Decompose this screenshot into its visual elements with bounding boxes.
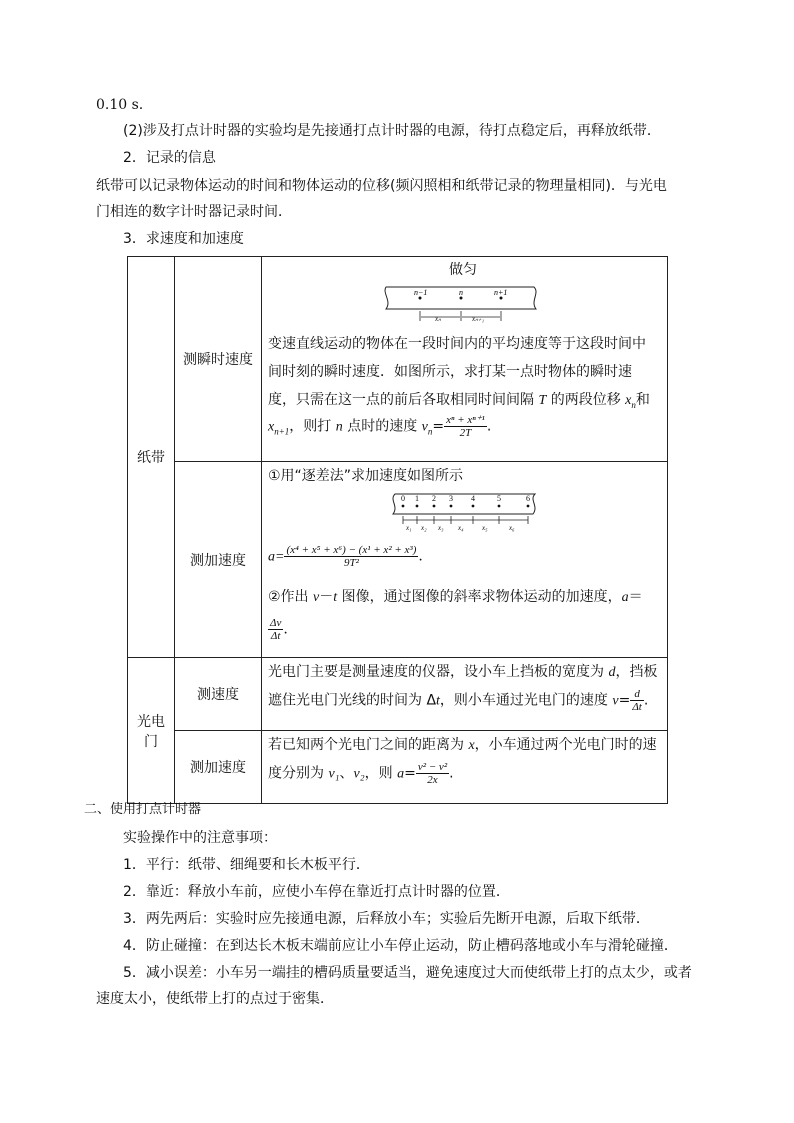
text-fragment: ，则小车通过光电门的速度 bbox=[439, 692, 613, 709]
paragraph-precautions-intro: 实验操作中的注意事项： bbox=[123, 830, 277, 846]
fraction-denominator: 2x bbox=[427, 774, 438, 786]
text-line bbox=[268, 389, 650, 410]
tape-dot bbox=[402, 505, 405, 508]
symbol-v2: v₂ bbox=[353, 766, 365, 782]
segment-label: x₁ bbox=[406, 524, 412, 532]
symbol-v: v bbox=[313, 590, 320, 605]
text-line bbox=[268, 734, 657, 754]
category-label: 门 bbox=[144, 733, 158, 750]
cell-acceleration-tape bbox=[262, 462, 668, 658]
tape-diagram-instant bbox=[384, 285, 544, 327]
segment-label: x₆ bbox=[509, 524, 515, 532]
sub-acceleration-photogate bbox=[175, 731, 262, 804]
symbol-x: x bbox=[268, 419, 275, 435]
methods-table bbox=[127, 256, 668, 804]
cell-acceleration-photogate bbox=[262, 731, 668, 804]
category-photogate bbox=[128, 658, 175, 804]
period: . bbox=[418, 548, 423, 565]
text-fragment: － bbox=[319, 589, 334, 605]
fraction-numerator: Δv bbox=[270, 617, 282, 629]
text-fragment: 遮住光电门光线的时间为 Δ bbox=[268, 692, 437, 709]
text-line bbox=[268, 586, 643, 606]
segment-label: xₙ bbox=[435, 315, 441, 323]
fraction-numerator: (x⁴ + x⁵ + x⁶) − (x¹ + x² + x³) bbox=[286, 544, 417, 556]
text-line bbox=[268, 761, 454, 786]
tape-label: n−1 bbox=[414, 288, 428, 297]
sub-velocity-photogate bbox=[175, 658, 262, 731]
segment-label: x₂ bbox=[421, 524, 427, 532]
subscript: n bbox=[427, 426, 433, 437]
sub-label: 测加速度 bbox=[190, 552, 246, 569]
text-line: ①用“逐差法”求加速度如图所示 bbox=[268, 468, 464, 484]
paragraph-recorded-info-1: 纸带可以记录物体运动的时间和物体运动的位移(频闪照相和纸带记录的物理量相同)．与光电 bbox=[96, 178, 667, 194]
text-fragment: 图像，通过图像的斜率求物体运动的加速度， bbox=[337, 589, 622, 605]
tape-point-label: 5 bbox=[497, 494, 501, 503]
separator: 、 bbox=[339, 765, 354, 782]
text-line bbox=[268, 661, 657, 681]
symbol-n: n bbox=[335, 419, 343, 435]
list-item-close: 2．靠近：释放小车前，应使小车停在靠近打点计时器的位置． bbox=[123, 884, 510, 900]
period: . bbox=[486, 418, 492, 435]
cell-velocity-photogate bbox=[262, 658, 668, 731]
fraction-denominator: Δt bbox=[270, 630, 281, 642]
symbol-t: t bbox=[436, 693, 440, 709]
tape-dot bbox=[472, 505, 475, 508]
symbol-v: v bbox=[612, 693, 619, 709]
equals-sign: = bbox=[618, 692, 631, 709]
list-item-collision: 4．防止碰撞：在到达长木板末端前应让小车停止运动，防止槽码落地或小车与滑轮碰撞． bbox=[123, 938, 678, 954]
period: . bbox=[643, 692, 649, 709]
list-item-reduce-error-2: 速度太小，使纸带上打的点过于密集． bbox=[96, 991, 334, 1007]
fraction-slope bbox=[268, 617, 283, 642]
equals-sign: = bbox=[432, 418, 445, 435]
fraction-photogate-velocity bbox=[630, 688, 644, 713]
text-fragment: 和 bbox=[635, 392, 650, 408]
fraction-acceleration bbox=[284, 544, 418, 569]
paragraph-recorded-info-2: 门相连的数字计时器记录时间． bbox=[96, 204, 292, 220]
symbol-a: a bbox=[397, 766, 405, 782]
sub-label: 测瞬时速度 bbox=[183, 352, 253, 368]
text-fragment: ，则打 bbox=[289, 418, 336, 435]
symbol-T: T bbox=[538, 393, 547, 408]
list-item-order: 3．两先两后：实验时应先接通电源，后释放小车；实验后先断开电源，后取下纸带． bbox=[123, 911, 650, 927]
page-fragment-line: 0.10 s. bbox=[96, 97, 144, 113]
tape-point-label: 3 bbox=[449, 494, 453, 503]
sub-label: 测加速度 bbox=[190, 760, 246, 776]
heading-recorded-info: 2．记录的信息 bbox=[123, 150, 216, 166]
cell-instant-velocity bbox=[262, 257, 668, 462]
fraction-numerator: d bbox=[630, 688, 644, 701]
category-label: 纸带 bbox=[137, 450, 165, 466]
equals-sign: = bbox=[404, 765, 416, 782]
text-fragment: ，则 bbox=[364, 765, 398, 782]
tape-point-label: 1 bbox=[415, 494, 419, 503]
segment-label: x₃ bbox=[438, 524, 444, 532]
tape-dot bbox=[527, 505, 530, 508]
text-line: 变速直线运动的物体在一段时间内的平均速度等于这段时间中 bbox=[268, 336, 646, 352]
text-fragment: 的两段位移 bbox=[546, 392, 626, 408]
tape-dot bbox=[416, 505, 419, 508]
text-fragment: 若已知两个光电门之间的距离为 bbox=[268, 737, 469, 753]
fraction-photogate-acceleration bbox=[416, 761, 449, 786]
heading-using-timer: 二、使用打点计时器 bbox=[84, 802, 202, 817]
formula-successive-difference bbox=[268, 544, 423, 569]
text-line bbox=[268, 414, 491, 439]
formula-slope bbox=[268, 617, 288, 642]
tape-point-label: 0 bbox=[401, 494, 405, 503]
text-fragment: ，挡板 bbox=[615, 664, 658, 680]
tape-point-label: 2 bbox=[432, 494, 436, 503]
cell-title: 做匀 bbox=[449, 262, 477, 278]
symbol-t: t bbox=[333, 590, 338, 605]
tape-diagram-successive-difference bbox=[389, 492, 544, 534]
tape-dot bbox=[433, 505, 436, 508]
tape-dot bbox=[450, 505, 453, 508]
text-fragment: 度分别为 bbox=[268, 765, 329, 782]
period: . bbox=[449, 765, 454, 782]
segment-label: x₅ bbox=[482, 524, 488, 532]
fraction-numerator: v² − v² bbox=[417, 761, 448, 773]
tape-point-label: 6 bbox=[526, 494, 530, 503]
sub-acceleration-tape bbox=[175, 462, 262, 658]
segment-label: xₙ₊₁ bbox=[472, 315, 485, 323]
fraction-denominator: 9T² bbox=[343, 557, 359, 569]
tape-dot bbox=[498, 505, 501, 508]
period: . bbox=[283, 621, 288, 638]
category-paper-tape bbox=[128, 257, 175, 658]
fraction-denominator: 2T bbox=[459, 427, 472, 439]
text-fragment: ，小车通过两个光电门时的速 bbox=[474, 737, 657, 753]
text-fragment: ②作出 bbox=[268, 589, 314, 605]
list-item-parallel: 1．平行：纸带、细绳要和长木板平行． bbox=[123, 857, 370, 873]
text-fragment: 点时的速度 bbox=[342, 418, 422, 435]
tape-label: n bbox=[459, 288, 463, 297]
symbol-x: x bbox=[625, 393, 632, 408]
symbol-v: v bbox=[421, 419, 428, 435]
text-fragment: 度，只需在这一点的前后各取相同时间间隔 bbox=[268, 392, 539, 408]
symbol-d: d bbox=[608, 665, 616, 680]
sub-instant-velocity bbox=[175, 257, 262, 462]
symbol-v1: v₁ bbox=[328, 766, 340, 782]
tape-point-label: 4 bbox=[471, 494, 475, 503]
subscript: n bbox=[631, 399, 636, 410]
text-line bbox=[268, 688, 648, 713]
tape-label: n+1 bbox=[494, 288, 508, 297]
subscript: n+1 bbox=[274, 426, 290, 437]
heading-velocity-acceleration: 3．求速度和加速度 bbox=[123, 231, 244, 247]
paragraph-note-2: (2)涉及打点计时器的实验均是先接通打点计时器的电源，待打点稳定后，再释放纸带． bbox=[123, 123, 661, 139]
symbol-x: x bbox=[468, 738, 475, 753]
category-label: 光电 bbox=[137, 713, 165, 730]
fraction-velocity bbox=[444, 414, 487, 439]
list-item-reduce-error-1: 5．减小误差：小车另一端挂的槽码质量要适当，避免速度过大而使纸带上打的点太少，或者 bbox=[123, 965, 692, 981]
segment-label: x₄ bbox=[458, 524, 464, 532]
equals-sign: ＝ bbox=[628, 589, 643, 605]
symbol-a: a bbox=[621, 590, 629, 605]
text-line: 间时刻的瞬时速度．如图所示，求打某一点时物体的瞬时速 bbox=[268, 364, 632, 380]
fraction-numerator: xⁿ + xⁿ⁺¹ bbox=[446, 414, 485, 426]
text-fragment: 光电门主要是测量速度的仪器，设小车上挡板的宽度为 bbox=[268, 664, 609, 680]
sub-label: 测速度 bbox=[197, 687, 239, 703]
fraction-denominator: Δt bbox=[632, 701, 642, 713]
symbol-a: a= bbox=[268, 549, 285, 565]
